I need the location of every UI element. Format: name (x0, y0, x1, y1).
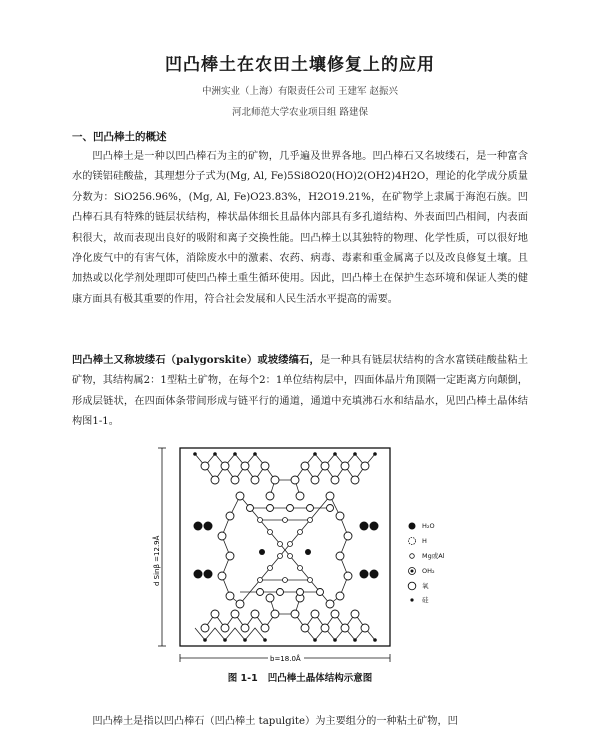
silicon-atoms (193, 452, 377, 642)
author-affiliation-2: 河北师范大学农业项目组 路建保 (231, 107, 369, 118)
legend-oxygen-label: 氧 (422, 582, 429, 590)
legend-mg-al-label: Mg或Al (422, 552, 445, 560)
figure-caption-text: 凹凸棒土晶体结构示意图 (267, 673, 373, 684)
paragraph-1-text: 凹凸棒土是一种以凹凸棒石为主的矿物，几乎遍及世界各地。凹凸棒石又名坡缕石，是一种富含水的镁铝硅酸盐，其理想分子式为(Mg, Al, Fe)5Si8O20(HO)2(OH2)4H2O，理论的化学成分质量分数为：SiO256.96%，(Mg, Al, Fe)O23.83%，H2O19.21%，在矿物学上隶属于海泡石族。凹凸棒石具有特殊的链层状结构，棒状晶体细长且晶体内部具有多孔道结构、外表面凹凸相间，内表面积很大，故而表现出良好的吸附和离子交换性能。凹凸棒土以其独特的物理、化学性质，可以很好地净化废气中的有害气体，消除废水中的激素、农药、病毒、毒素和重金属离子以及改良修复土壤。且加热或以化学剂处理即可使凹凸棒土重生循环使用。因此，凹凸棒土在保护生态环境和保证人类的健康方面具有极其重要的作用，符合社会发展和人民生活水平提高的需要。 (72, 151, 528, 305)
paragraph-2-rest: 是一种具有链层状结构的含水富镁硅酸盐粘土矿物，其结构属2：1型粘土矿物，在每个2：1单位结构层中，四面体晶片角顶隔一定距离方向颠倒，形成层链状，在四面体条带间形成与链平行的通道，通道中充填沸石水和结晶水，见凹凸棒土晶体结构图1-1。 (72, 355, 529, 428)
b-dimension-label: b=18.0Å (270, 655, 301, 663)
document-title: 凹凸棒土在农田土壤修复上的应用 (165, 55, 435, 75)
structure-bonds (195, 454, 375, 640)
section-heading: 一、凹凸棒土的概述 (72, 131, 167, 143)
paragraph-3-first-line: 凹凸棒土是指以凹凸棒石（凹凸棒土 tapulgite）为主要组分的一种粘土矿物，凹 (92, 716, 458, 727)
paragraph-2-lead: 凹凸棒土又称坡缕石（palygorskite）或坡缕缟石， (72, 354, 320, 366)
legend-water-label: H₂O (422, 522, 435, 530)
figure-legend (408, 522, 444, 604)
legend-silicon-label: 硅 (422, 596, 429, 604)
paragraph-2 (72, 350, 528, 433)
author-affiliation-1: 中洲实业（上海）有限责任公司 王建军 赵振兴 (201, 86, 399, 97)
d-spacing-label: d Sinβ =12.9Å (153, 535, 161, 586)
legend-oh2-label: OH₂ (422, 567, 435, 575)
figure-caption-number: 图 1-1 (227, 673, 258, 684)
crystal-structure-figure (150, 436, 470, 666)
figure-caption (0, 670, 600, 684)
paragraph-1 (72, 147, 528, 310)
water-molecules (194, 522, 379, 579)
legend-h-label: H (422, 537, 427, 545)
